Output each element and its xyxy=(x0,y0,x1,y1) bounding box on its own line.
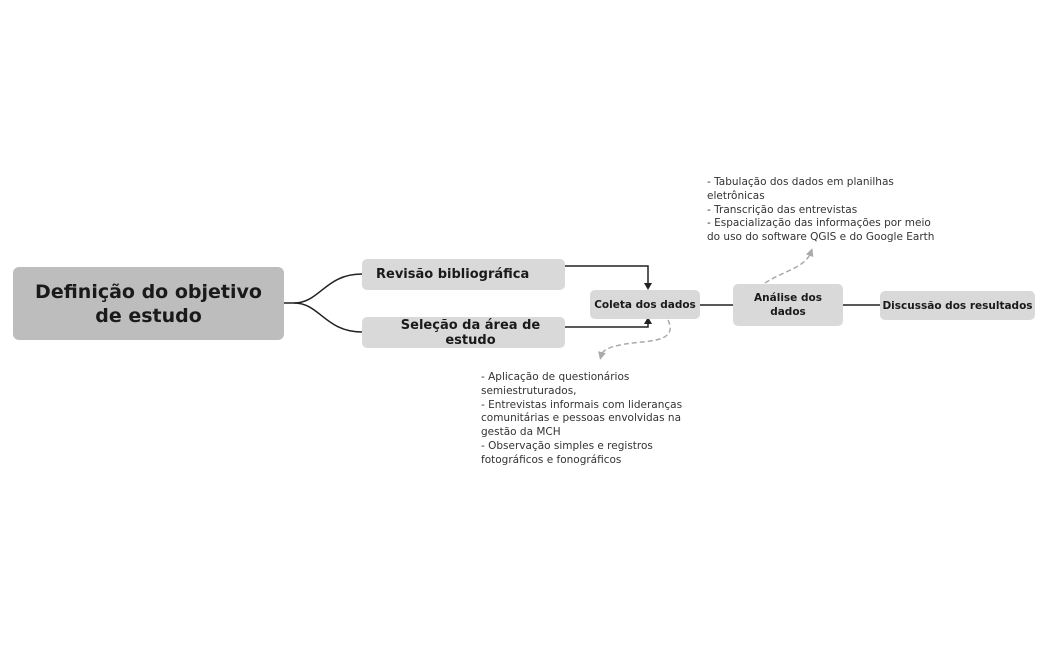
arrow-down xyxy=(644,283,652,290)
link-root-revisao xyxy=(284,274,362,303)
node-discussao-resultados[interactable]: Discussão dos resultados xyxy=(880,291,1035,320)
dashed-link-analise-note xyxy=(765,252,811,283)
note-coleta: - Aplicação de questionários semiestruturados, - Entrevistas informais com lideranças comunitárias e pessoas envolvidas na gestão da MCH - Observação simples e registros fotográficos e fonográficos xyxy=(481,371,683,466)
note-analise: - Tabulação dos dados em planilhas eletrônicas - Transcrição das entrevistas - Espacialização das informações por meio do uso do software QGIS e do Google Earth xyxy=(707,176,935,244)
node-revisao-bibliografica[interactable]: Revisão bibliográfica xyxy=(362,259,565,290)
node-coleta-dados[interactable]: Coleta dos dados xyxy=(590,290,700,319)
node-analise-dados[interactable]: Análise dos dados xyxy=(733,284,843,326)
node-selecao-area[interactable]: Seleção da área de estudo xyxy=(362,317,565,348)
node-definicao-objetivo[interactable]: Definição do objetivo de estudo xyxy=(13,267,284,340)
dashed-link-coleta-note xyxy=(601,320,670,356)
link-selecao-coleta xyxy=(565,320,648,327)
link-root-selecao xyxy=(294,303,362,332)
link-revisao-coleta xyxy=(565,266,648,287)
